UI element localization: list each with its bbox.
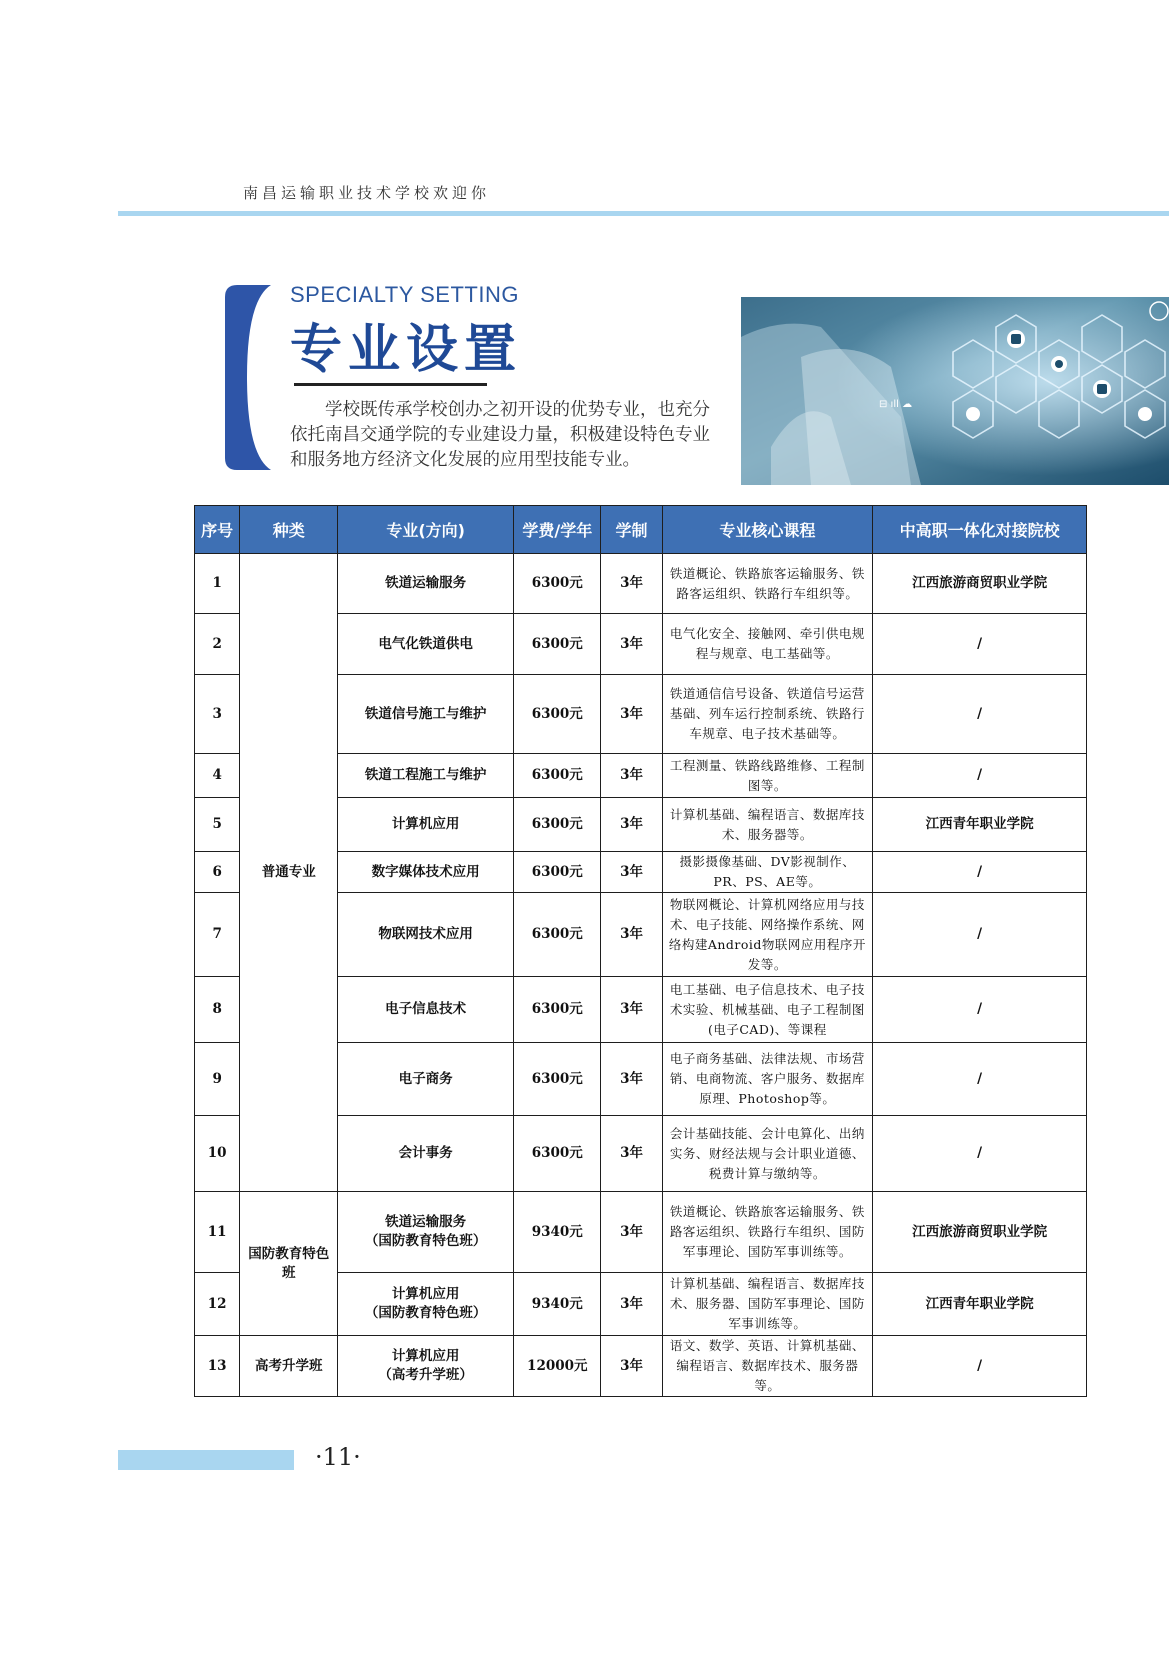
major-name: 计算机应用	[391, 1348, 460, 1364]
partner-cell: /	[873, 852, 1087, 893]
duration-cell: 3年	[601, 798, 662, 852]
section-title-zh: 专业设置	[290, 320, 523, 380]
col-header-major: 专业(方向)	[338, 506, 514, 554]
fee-cell: 6300元	[514, 852, 601, 893]
duration-cell: 3年	[601, 1192, 662, 1273]
intro-line: 依托南昌交通学院的专业建设力量，积极建设特色专业	[290, 425, 710, 445]
duration-cell: 3年	[601, 675, 662, 754]
major-subtitle: （国防教育特色班）	[364, 1233, 487, 1249]
major-name: 铁道运输服务	[385, 1214, 467, 1230]
col-header-courses: 专业核心课程	[662, 506, 873, 554]
course-cell: 电工基础、电子信息技术、电子技术实验、机械基础、电子工程制图(电子CAD)、等课程	[662, 977, 873, 1043]
col-header-fee: 学费/学年	[514, 506, 601, 554]
partner-cell: /	[873, 675, 1087, 754]
col-header-category: 种类	[240, 506, 338, 554]
major-cell: 电子信息技术	[338, 977, 514, 1043]
partner-cell: 江西旅游商贸职业学院	[873, 1192, 1087, 1273]
table-row	[195, 1192, 1087, 1273]
row-no: 13	[195, 1336, 240, 1397]
duration-cell: 3年	[601, 554, 662, 614]
row-no: 9	[195, 1043, 240, 1116]
partner-cell: 江西旅游商贸职业学院	[873, 554, 1087, 614]
major-cell: 电气化铁道供电	[338, 614, 514, 675]
major-cell	[338, 1273, 514, 1336]
fee-cell: 6300元	[514, 977, 601, 1043]
partner-cell: /	[873, 754, 1087, 798]
title-underline	[294, 383, 487, 386]
duration-cell: 3年	[601, 754, 662, 798]
table-row	[195, 554, 1087, 614]
fee-cell: 6300元	[514, 675, 601, 754]
row-no: 11	[195, 1192, 240, 1273]
fee-cell: 12000元	[514, 1336, 601, 1397]
row-no: 1	[195, 554, 240, 614]
course-cell: 铁道通信信号设备、铁道信号运营基础、列车运行控制系统、铁路行车规章、电子技术基础等。	[662, 675, 873, 754]
course-cell: 计算机基础、编程语言、数据库技术、服务器等。	[662, 798, 873, 852]
category-cell: 高考升学班	[240, 1336, 338, 1397]
course-cell: 会计基础技能、会计电算化、出纳实务、财经法规与会计职业道德、税费计算与缴纳等。	[662, 1116, 873, 1192]
major-cell: 会计事务	[338, 1116, 514, 1192]
course-cell: 摄影摄像基础、DV影视制作、PR、PS、AE等。	[662, 852, 873, 893]
col-header-partner: 中高职一体化对接院校	[873, 506, 1087, 554]
course-cell: 语文、数学、英语、计算机基础、编程语言、数据库技术、服务器等。	[662, 1336, 873, 1397]
fee-cell: 6300元	[514, 614, 601, 675]
duration-cell: 3年	[601, 614, 662, 675]
row-no: 7	[195, 893, 240, 977]
major-name: 计算机应用	[391, 1286, 460, 1302]
category-cell: 普通专业	[240, 554, 338, 1192]
course-cell: 计算机基础、编程语言、数据库技术、服务器、国防军事理论、国防军事训练等。	[662, 1273, 873, 1336]
course-cell: 物联网概论、计算机网络应用与技术、电子技能、网络操作系统、网络构建Android物联网应用程序开发等。	[662, 893, 873, 977]
major-cell: 铁道信号施工与维护	[338, 675, 514, 754]
major-cell: 铁道工程施工与维护	[338, 754, 514, 798]
major-cell: 铁道运输服务	[338, 554, 514, 614]
partner-cell: /	[873, 614, 1087, 675]
footer-bar	[118, 1450, 294, 1470]
table-row	[195, 1336, 1087, 1397]
partner-cell: /	[873, 1116, 1087, 1192]
row-no: 10	[195, 1116, 240, 1192]
major-subtitle: （国防教育特色班）	[364, 1305, 487, 1321]
course-cell: 铁道概论、铁路旅客运输服务、铁路客运组织、铁路行车组织、国防军事理论、国防军事训练等。	[662, 1192, 873, 1273]
row-no: 5	[195, 798, 240, 852]
col-header-duration: 学制	[601, 506, 662, 554]
duration-cell: 3年	[601, 1273, 662, 1336]
duration-cell: 3年	[601, 1116, 662, 1192]
major-cell	[338, 1336, 514, 1397]
row-no: 12	[195, 1273, 240, 1336]
duration-cell: 3年	[601, 1043, 662, 1116]
course-cell: 电气化安全、接触网、牵引供电规程与规章、电工基础等。	[662, 614, 873, 675]
major-cell	[338, 1192, 514, 1273]
partner-cell: 江西青年职业学院	[873, 798, 1087, 852]
partner-cell: /	[873, 893, 1087, 977]
course-cell: 电子商务基础、法律法规、市场营销、电商物流、客户服务、数据库原理、Photoshop等。	[662, 1043, 873, 1116]
duration-cell: 3年	[601, 1336, 662, 1397]
row-no: 8	[195, 977, 240, 1043]
partner-cell: 江西青年职业学院	[873, 1273, 1087, 1336]
svg-text:⊟ ıll ☁: ⊟ ıll ☁	[879, 399, 913, 410]
intro-line: 学校既传承学校创办之初开设的优势专业，也充分	[325, 400, 710, 420]
major-cell: 电子商务	[338, 1043, 514, 1116]
section-title-en: SPECIALTY SETTING	[290, 282, 519, 307]
major-cell: 计算机应用	[338, 798, 514, 852]
table-header-row	[195, 506, 1087, 554]
fee-cell: 6300元	[514, 754, 601, 798]
fee-cell: 6300元	[514, 1043, 601, 1116]
fee-cell: 6300元	[514, 893, 601, 977]
fee-cell: 6300元	[514, 1116, 601, 1192]
partner-cell: /	[873, 1043, 1087, 1116]
col-header-no: 序号	[195, 506, 240, 554]
row-no: 3	[195, 675, 240, 754]
course-cell: 铁道概论、铁路旅客运输服务、铁路客运组织、铁路行车组织等。	[662, 554, 873, 614]
fee-cell: 9340元	[514, 1273, 601, 1336]
row-no: 6	[195, 852, 240, 893]
row-no: 2	[195, 614, 240, 675]
duration-cell: 3年	[601, 852, 662, 893]
intro-paragraph	[290, 398, 718, 473]
fee-cell: 6300元	[514, 798, 601, 852]
fee-cell: 9340元	[514, 1192, 601, 1273]
major-cell: 物联网技术应用	[338, 893, 514, 977]
running-header: 南昌运输职业技术学校欢迎你	[243, 184, 491, 202]
major-subtitle: （高考升学班）	[378, 1367, 473, 1383]
fee-cell: 6300元	[514, 554, 601, 614]
majors-table	[194, 505, 1087, 1397]
bracket-decoration	[225, 285, 271, 470]
major-cell: 数字媒体技术应用	[338, 852, 514, 893]
hero-tech-image	[741, 297, 1169, 485]
category-cell: 国防教育特色班	[240, 1192, 338, 1336]
duration-cell: 3年	[601, 977, 662, 1043]
intro-line: 和服务地方经济文化发展的应用型技能专业。	[290, 450, 640, 470]
duration-cell: 3年	[601, 893, 662, 977]
header-rule	[118, 211, 1169, 216]
page-number: ·11·	[315, 1443, 361, 1471]
partner-cell: /	[873, 977, 1087, 1043]
row-no: 4	[195, 754, 240, 798]
course-cell: 工程测量、铁路线路维修、工程制图等。	[662, 754, 873, 798]
partner-cell: /	[873, 1336, 1087, 1397]
